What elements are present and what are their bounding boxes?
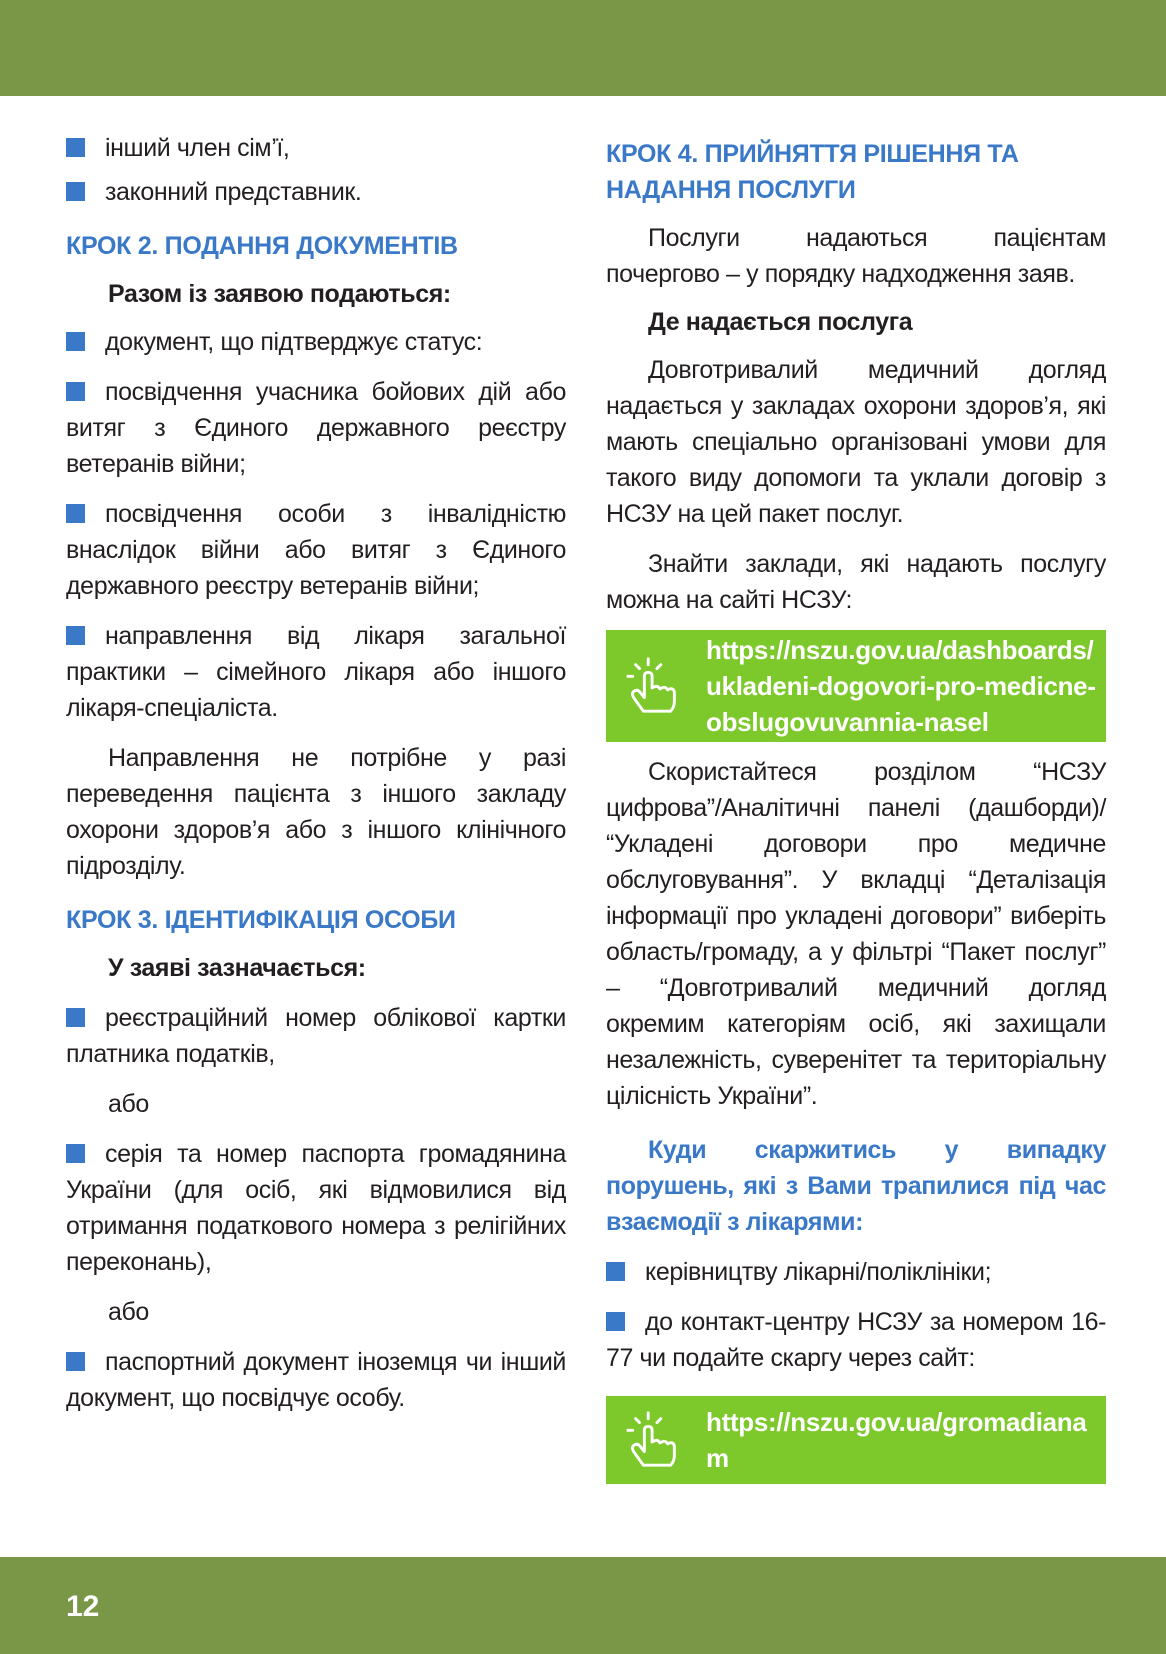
- step2-note: Направлення не потрібне у разі переведення пацієнта з іншого закладу охорони здоров’я або з іншого клінічного підрозділу.: [66, 744, 566, 880]
- list-item: посвідчення особи з інвалідністю внаслідок війни або витяг з Єдиного державного реєстру ветеранів війни;: [66, 500, 566, 600]
- list-item: паспортний документ іноземця чи інший документ, що посвідчує особу.: [66, 1348, 566, 1412]
- square-bullet-icon: [606, 1312, 625, 1331]
- step2-subheading: Разом із заявою подаються:: [108, 280, 451, 308]
- square-bullet-icon: [66, 504, 85, 523]
- step4-paragraph: Знайти заклади, які надають послугу можна на сайті НСЗУ:: [606, 550, 1106, 614]
- list-item: законний представник.: [66, 174, 566, 210]
- list-item: посвідчення учасника бойових дій або витяг з Єдиного державного реєстру ветеранів війни;: [66, 378, 566, 478]
- link-banner[interactable]: [606, 630, 1106, 742]
- list-item: реєстраційний номер облікової картки платника податків,: [66, 1004, 566, 1068]
- step3-subheading: У заяві зазначається:: [108, 954, 366, 982]
- list-item: керівництву лікарні/поліклініки;: [606, 1254, 1106, 1290]
- page-number: 12: [66, 1590, 100, 1623]
- complaint-heading: Куди скаржитись у випадку порушень, які з Вами трапилися під час взаємодії з лікарями:: [606, 1136, 1106, 1236]
- pointing-hand-icon: [624, 655, 686, 717]
- pointing-hand-icon: [624, 1409, 686, 1471]
- step4-heading: КРОК 4. ПРИЙНЯТТЯ РІШЕННЯ ТА НАДАННЯ ПОСЛУГИ: [606, 140, 1019, 204]
- square-bullet-icon: [66, 1008, 85, 1027]
- square-bullet-icon: [606, 1262, 625, 1281]
- step4-intro: Послуги надаються пацієнтам почергово – у порядку надходження заяв.: [606, 224, 1106, 288]
- square-bullet-icon: [66, 138, 85, 157]
- step3-heading: КРОК 3. ІДЕНТИФІКАЦІЯ ОСОБИ: [66, 906, 456, 934]
- square-bullet-icon: [66, 332, 85, 351]
- square-bullet-icon: [66, 1352, 85, 1371]
- square-bullet-icon: [66, 1144, 85, 1163]
- list-item: направлення від лікаря загальної практики – сімейного лікаря або іншого лікаря-спеціаліста.: [66, 622, 566, 722]
- list-item: до контакт-центру НСЗУ за номером 16-77 чи подайте скаргу через сайт:: [606, 1308, 1106, 1372]
- or-text: або: [108, 1298, 149, 1326]
- step4-subheading: Де надається послуга: [648, 308, 913, 336]
- step4-paragraph: Скористайтеся розділом “НСЗУ цифрова”/Аналітичні панелі (дашборди)/ “Укладені договори про медичне обслуговування”. У вкладці “Деталізація інформації про укладені договори” виберіть область/громаду, а у фільтрі “Пакет послуг” – “Довготривалий медичний догляд окремим категоріям осіб, які захищали незалежність, суверенітет та територіальну цілісність України”.: [606, 758, 1106, 1110]
- square-bullet-icon: [66, 626, 85, 645]
- link-banner[interactable]: [606, 1396, 1106, 1484]
- list-item: документ, що підтверджує статус:: [66, 324, 566, 360]
- step4-paragraph: Довготривалий медичний догляд надається у закладах охорони здоров’я, які мають спеціально організовані умови для такого виду допомоги та уклали договір з НСЗУ на цей пакет послуг.: [606, 356, 1106, 528]
- footer-band: [0, 1557, 1166, 1654]
- header-band: [0, 0, 1166, 96]
- step2-heading: КРОК 2. ПОДАННЯ ДОКУМЕНТІВ: [66, 232, 458, 260]
- right-column: [606, 130, 1106, 1484]
- or-text: або: [108, 1090, 149, 1118]
- list-item: інший член сім’ї,: [66, 130, 566, 166]
- left-column: [66, 130, 566, 1416]
- list-item: серія та номер паспорта громадянина України (для осіб, які відмовилися від отримання податкового номера з релігійних переконань),: [66, 1140, 566, 1276]
- square-bullet-icon: [66, 382, 85, 401]
- square-bullet-icon: [66, 182, 85, 201]
- nszu-citizens-link[interactable]: https://nszu.gov.ua/gromadianam: [706, 1407, 1087, 1473]
- nszu-dashboard-link[interactable]: https://nszu.gov.ua/dashboards/ukladeni-dogovori-pro-medicne-obslugovuvannia-nasel: [706, 635, 1096, 737]
